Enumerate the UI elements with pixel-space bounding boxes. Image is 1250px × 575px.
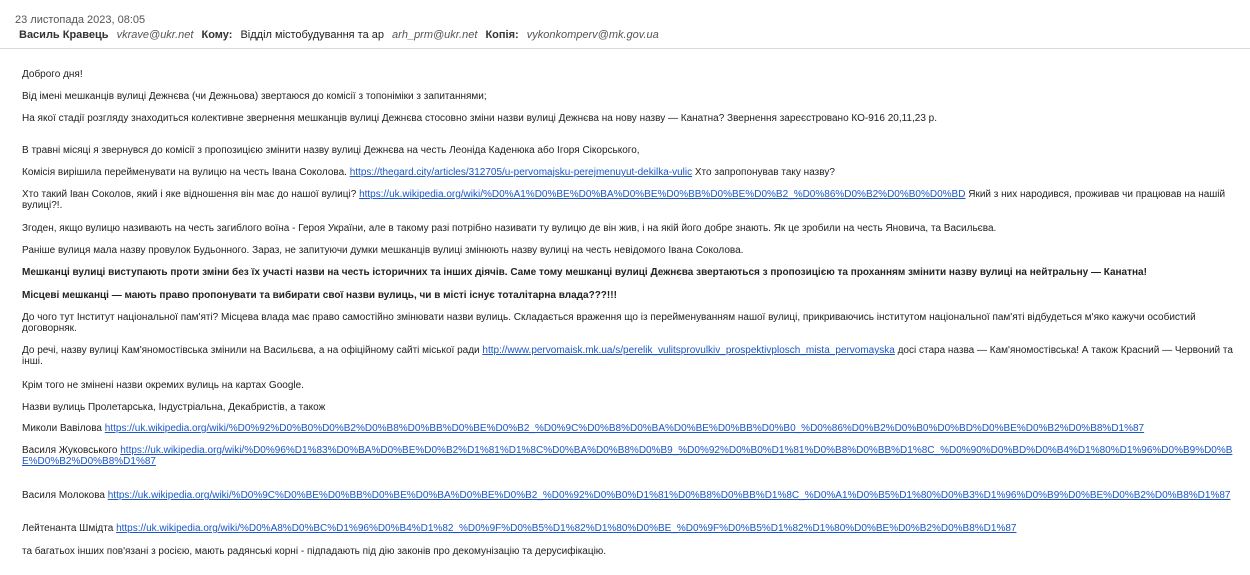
street-shmidta [22, 523, 1016, 534]
paragraph-national-memory: До чого тут Інститут національної пам'яті? Місцева влада має право самостійно змінювати назви вулиць. Складається враження що із перейменуванням нашої вулиці, прикриваючись інститутом національної пам'яті відбудеться м'яко кажучи особистий договорняк. [22, 312, 1196, 334]
paragraph-who-is-sokolov [22, 189, 1244, 211]
proposed-name: Канатна! [1103, 267, 1147, 278]
wikipedia-vavilov-link[interactable]: https://uk.wikipedia.org/wiki/%D0%92%D0%B0%D0%B2%D0%B8%D0%BB%D0%BE%D0%B2_%D0%9C%D0%B8%D0%BA%D0%BE%D0%BB%D0%B0_%D0%86%D0%B2%D0%B0%D0%BD%D0%BE%D0%B2%D0%B8%D1%87 [104, 423, 1145, 434]
sender-email[interactable]: vkrave@ukr.net [116, 29, 194, 41]
message-participants [19, 29, 659, 41]
street-vavilova [22, 423, 1144, 434]
message-date: 23 листопада 2023, 08:05 [15, 14, 146, 26]
wikipedia-zhukovsky-link[interactable]: https://uk.wikipedia.org/wiki/%D0%96%D1%83%D0%BA%D0%BE%D0%B2%D1%81%D1%8C%D0%BA%D0%B8%D0%B9_%D0%92%D0%B0%D1%81%D0%B8%D0%BB%D1%8C_%D0%90%D0%BD%D0%B4%D1%80%D1%96%D0%B9%D0%BE%D0%B2%D0%B8%D1%87 [22, 445, 1233, 467]
paragraph-previous-name: Раніше вулиця мала назву провулок Будьонного. Зараз, не запитуючи думки мешканців вулиці змінюють назву вулиці на честь невідомого Івана Соколова. [22, 245, 744, 256]
paragraph-residents-oppose [22, 267, 1147, 278]
street-zhukovskogo [22, 445, 1244, 467]
text: До речі, назву вулиці Кам'яномостівська змінили на Васильєва, а на офіційному сайті міської ради [22, 345, 480, 356]
paragraph-intro: Від імені мешканців вулиці Дежнєва (чи Дежньова) звертаюся до комісії з топоніміки з запитаннями; [22, 91, 487, 102]
paragraph-hero-naming: Згоден, якщо вулицю називають на честь загиблого воїна - Героя України, але в такому разі потрібно називати ту вулицю де він жив, і на якій його добре знають. Як це зробили на честь Яновича, та Васильєва. [22, 223, 997, 234]
cc-email[interactable]: vykonkomperv@mk.gov.ua [526, 29, 659, 41]
to-label: Кому: [201, 29, 233, 41]
paragraph-old-street-name [22, 345, 1244, 367]
recipient-name[interactable]: Відділ містобудування та ар [240, 29, 384, 41]
wikipedia-shmidt-link[interactable]: https://uk.wikipedia.org/wiki/%D0%A8%D0%BC%D1%96%D0%B4%D1%82_%D0%9F%D0%B5%D1%82%D1%80%D0%BE_%D0%9F%D0%B5%D1%82%D1%80%D0%BE%D0%B2%D0%B8%D1%87 [116, 523, 1017, 534]
cc-label: Копія: [485, 29, 519, 41]
text: досі стара назва — Кам'яномостівська! А також Красний — Червоний та інші. [22, 345, 1233, 367]
thegard-article-link[interactable]: https://thegard.city/articles/312705/u-pervomajsku-perejmenuyut-dekilka-vulic [349, 167, 693, 178]
paragraph-decommunization: та багатьох інших пов'язані з росією, мають радянські корні - підпадають під дію законів про декомунізацію та дерусифікацію. [22, 546, 607, 557]
text: Комісія вирішила перейменувати на вулицю на честь Івана Соколова. [22, 167, 347, 178]
paragraph-street-names: Назви вулиць Пролетарська, Індустріальна, Декабристів, а також [22, 402, 326, 413]
greeting: Доброго дня! [22, 69, 83, 80]
text: Миколи Вавілова [22, 423, 102, 434]
recipient-email[interactable]: arh_prm@ukr.net [392, 29, 478, 41]
text: Василя Жуковського [22, 445, 118, 456]
paragraph-google-maps: Крім того не змінені назви окремих вулиць на картах Google. [22, 380, 304, 391]
city-council-site-link[interactable]: http://www.pervomaisk.mk.ua/s/perelik_vulitsprovulkiv_prospektivplosch_mista_pervomayska [482, 345, 895, 356]
text: Хто такий Іван Соколов, який і яке відношення він має до нашої вулиці? [22, 189, 357, 200]
wikipedia-sokolov-link[interactable]: https://uk.wikipedia.org/wiki/%D0%A1%D0%BE%D0%BA%D0%BE%D0%BB%D0%BE%D0%B2_%D0%86%D0%B2%D0%B0%D0%BD [359, 189, 966, 200]
message-header [0, 0, 1250, 49]
wikipedia-molokov-link[interactable]: https://uk.wikipedia.org/wiki/%D0%9C%D0%BE%D0%BB%D0%BE%D0%BA%D0%BE%D0%B2_%D0%92%D0%B0%D1%81%D0%B8%D0%BB%D1%8C_%D0%A1%D0%B5%D1%80%D0%B3%D1%96%D0%B9%D0%BE%D0%B2%D0%B8%D1%87 [107, 490, 1231, 501]
text: Який з них народився, проживав чи працював на нашій вулиці?!. [22, 189, 1226, 211]
text: Хто запропонував таку назву? [694, 167, 835, 178]
paragraph-residents-rights: Місцеві мешканці — мають право пропонувати та вибирати свої назви вулиць, чи в місті існує тоталітарна влада???!!! [22, 290, 617, 301]
paragraph-status-question: На якої стадії розгляду знаходиться колективне звернення мешканців вулиці Дежнєва стосовно зміни назви вулиці Дежнєва на нову назву — Канатна? Звернення зареєстровано КО-916 20,11,23 р. [22, 113, 937, 124]
street-molokova [22, 490, 1244, 501]
text: Мешканці вулиці виступають проти зміни без їх участі назви на честь історичних та інших діячів. Саме тому мешканці вулиці Дежнєва звертаються з пропозицією та проханням змінити назву вулиці на нейтральну — [22, 267, 1101, 278]
paragraph-commission-decision [22, 167, 835, 178]
text: Лейтенанта Шмідта [22, 523, 114, 534]
text: Василя Молокова [22, 490, 105, 501]
paragraph-may-proposal: В травні місяці я звернувся до комісії з пропозицією змінити назву вулиці Дежнєва на честь Леоніда Каденюка або Ігоря Сікорського, [22, 145, 640, 156]
sender-name[interactable]: Василь Кравець [19, 29, 109, 41]
